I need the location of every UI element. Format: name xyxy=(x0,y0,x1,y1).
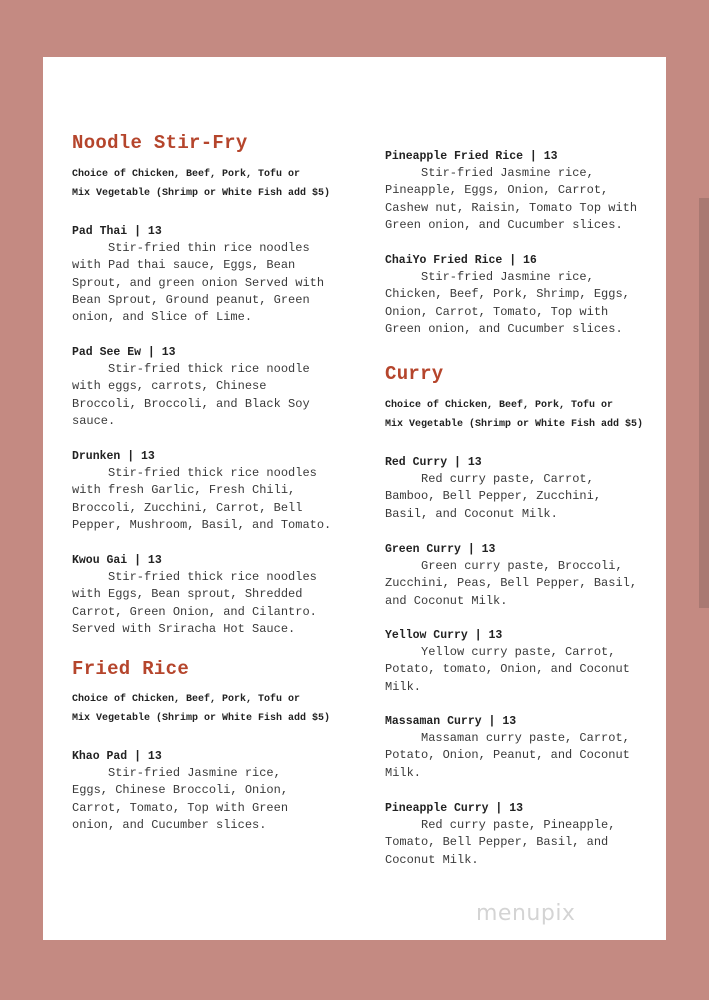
item-name: ChaiYo Fried Rice | 16 xyxy=(385,254,537,267)
item-name: Red Curry | 13 xyxy=(385,456,482,469)
menu-item-pad-thai xyxy=(72,223,324,326)
item-description: Stir-fried Jasmine rice, Eggs, Chinese Broccoli, Onion, Carrot, Tomato, Top with Green onion, and Cucumber slices. xyxy=(72,766,289,832)
menu-item-chaiyo-fried-rice xyxy=(385,252,630,338)
choice-note xyxy=(72,690,330,728)
menupix-watermark: menupix xyxy=(476,901,576,926)
menu-item-massaman-curry xyxy=(385,713,630,782)
choice-line: Choice of Chicken, Beef, Pork, Tofu or xyxy=(385,400,614,411)
section-title-fried-rice: Fried Rice xyxy=(72,658,190,680)
item-name: Yellow Curry | 13 xyxy=(385,629,503,642)
choice-line: Choice of Chicken, Beef, Pork, Tofu or xyxy=(72,169,301,180)
choice-note xyxy=(385,396,643,434)
choice-note xyxy=(72,165,330,203)
menu-item-red-curry xyxy=(385,454,601,523)
section-title-noodle-stir-fry: Noodle Stir-Fry xyxy=(72,132,248,154)
item-name: Pad Thai | 13 xyxy=(72,225,162,238)
item-description: Stir-fried thin rice noodles with Pad thai sauce, Eggs, Bean Sprout, and green onion Served with Bean Sprout, Ground peanut, Green onion, and Slice of Lime. xyxy=(72,241,325,325)
item-description: Stir-fried thick rice noodles with fresh Garlic, Fresh Chili, Broccoli, Zucchini, Carrot, Bell Pepper, Mushroom, Basil, and Tomato. xyxy=(72,466,332,532)
choice-line: Mix Vegetable (Shrimp or White Fish add $5) xyxy=(72,713,331,724)
item-description: Massaman curry paste, Carrot, Potato, Onion, Peanut, and Coconut Milk. xyxy=(385,731,630,780)
menu-page xyxy=(43,57,666,940)
item-name: Drunken | 13 xyxy=(72,450,155,463)
choice-line: Mix Vegetable (Shrimp or White Fish add $5) xyxy=(385,419,644,430)
choice-line: Choice of Chicken, Beef, Pork, Tofu or xyxy=(72,694,301,705)
item-description: Red curry paste, Carrot, Bamboo, Bell Pepper, Zucchini, Basil, and Coconut Milk. xyxy=(385,472,602,521)
item-name: Massaman Curry | 13 xyxy=(385,715,517,728)
menu-item-pad-see-ew xyxy=(72,344,310,430)
item-description: Stir-fried thick rice noodles with Eggs, Bean sprout, Shredded Carrot, Green Onion, and Cilantro. Served with Sriracha Hot Sauce. xyxy=(72,570,317,636)
item-description: Green curry paste, Broccoli, Zucchini, Peas, Bell Pepper, Basil, and Coconut Milk. xyxy=(385,559,638,608)
menu-item-drunken xyxy=(72,448,331,534)
item-name: Pad See Ew | 13 xyxy=(72,346,176,359)
menu-item-pineapple-fried-rice xyxy=(385,148,637,234)
item-description: Yellow curry paste, Carrot, Potato, tomato, Onion, and Coconut Milk. xyxy=(385,645,630,694)
section-title-curry: Curry xyxy=(385,363,444,385)
item-description: Stir-fried Jasmine rice, Pineapple, Eggs, Onion, Carrot, Cashew nut, Raisin, Tomato Top with Green onion, and Cucumber slices. xyxy=(385,166,638,232)
item-name: Green Curry | 13 xyxy=(385,543,496,556)
item-name: Kwou Gai | 13 xyxy=(72,554,162,567)
menu-item-khao-pad xyxy=(72,748,288,834)
item-name: Khao Pad | 13 xyxy=(72,750,162,763)
item-description: Stir-fried Jasmine rice, Chicken, Beef, Pork, Shrimp, Eggs, Onion, Carrot, Tomato, Top with Green onion, and Cucumber slices. xyxy=(385,270,630,336)
item-name: Pineapple Curry | 13 xyxy=(385,802,524,815)
menu-item-yellow-curry xyxy=(385,627,630,696)
item-description: Stir-fried thick rice noodle with eggs, carrots, Chinese Broccoli, Broccoli, and Black Soy sauce. xyxy=(72,362,310,428)
item-description: Red curry paste, Pineapple, Tomato, Bell Pepper, Basil, and Coconut Milk. xyxy=(385,818,616,867)
side-scroll-strip xyxy=(699,198,709,608)
item-name: Pineapple Fried Rice | 13 xyxy=(385,150,558,163)
menu-item-kwou-gai xyxy=(72,552,317,638)
menu-item-pineapple-curry xyxy=(385,800,615,869)
choice-line: Mix Vegetable (Shrimp or White Fish add $5) xyxy=(72,188,331,199)
menu-item-green-curry xyxy=(385,541,637,610)
